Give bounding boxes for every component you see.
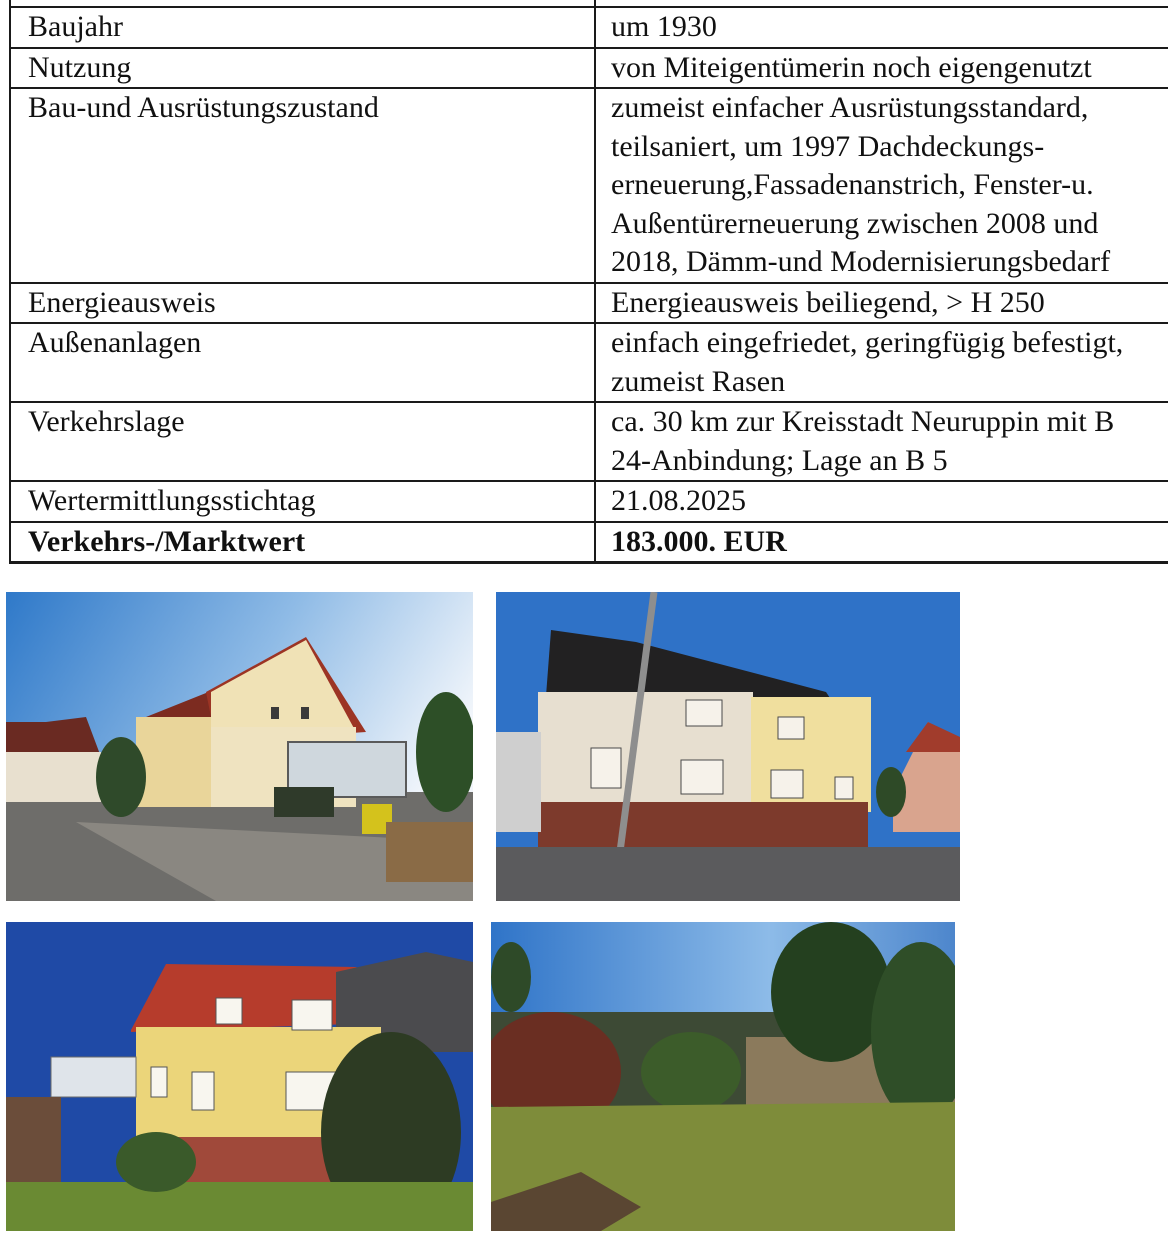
row-label: Baujahr [10, 7, 595, 48]
table-row [10, 323, 1168, 402]
market-value-label: Verkehrs-/Marktwert [10, 522, 595, 563]
row-label: Außenanlagen [10, 323, 595, 402]
row-value [595, 323, 1168, 402]
value-line: 24-Anbindung; Lage an B 5 [611, 443, 948, 477]
row-label: Energieausweis [10, 283, 595, 324]
value-line: Außentürerneuerung zwischen 2008 und [611, 206, 1099, 240]
house-front-streetlight-photo [496, 592, 960, 901]
row-label: Bau-und Ausrüstungszustand [10, 88, 595, 283]
value-line: zumeist Rasen [611, 364, 786, 398]
row-label: Nutzung [10, 48, 595, 89]
value-line: erneuerung,Fassadenanstrich, Fenster-u. [611, 168, 1094, 201]
table-row [10, 48, 1168, 89]
row-label: Verkehrslage [10, 402, 595, 481]
value-line: teilsaniert, um 1997 Dachdeckungs- [611, 129, 1045, 163]
row-value: 21.08.2025 [595, 481, 1168, 522]
value-line: 2018, Dämm-und Modernisierungsbedarf [611, 245, 1111, 278]
row-label: Wertermittlungsstichtag [10, 481, 595, 522]
market-value-amount: 183.000. EUR [595, 522, 1168, 563]
value-line: zumeist einfacher Ausrüstungsstandard, [611, 91, 1089, 124]
row-value [595, 402, 1168, 481]
table-row [10, 402, 1168, 481]
table-row [10, 88, 1168, 283]
market-value-row [10, 522, 1168, 563]
row-value [595, 88, 1168, 283]
table-row [10, 481, 1168, 522]
value-line: ca. 30 km zur Kreisstadt Neuruppin mit B [611, 405, 1115, 438]
row-value: um 1930 [595, 7, 1168, 48]
row-value: von Miteigentümerin noch eigengenutzt [595, 48, 1168, 89]
table-row [10, 7, 1168, 48]
property-details-table [9, 0, 1168, 564]
table-top-stub [10, 0, 1168, 7]
row-value: Energieausweis beiliegend, > H 250 [595, 283, 1168, 324]
table-row [10, 283, 1168, 324]
value-line: einfach eingefriedet, geringfügig befestigt, [611, 326, 1124, 359]
street-corner-house-photo [6, 592, 473, 901]
garden-lawn-photo [491, 922, 955, 1231]
house-rear-garden-photo [6, 922, 473, 1231]
